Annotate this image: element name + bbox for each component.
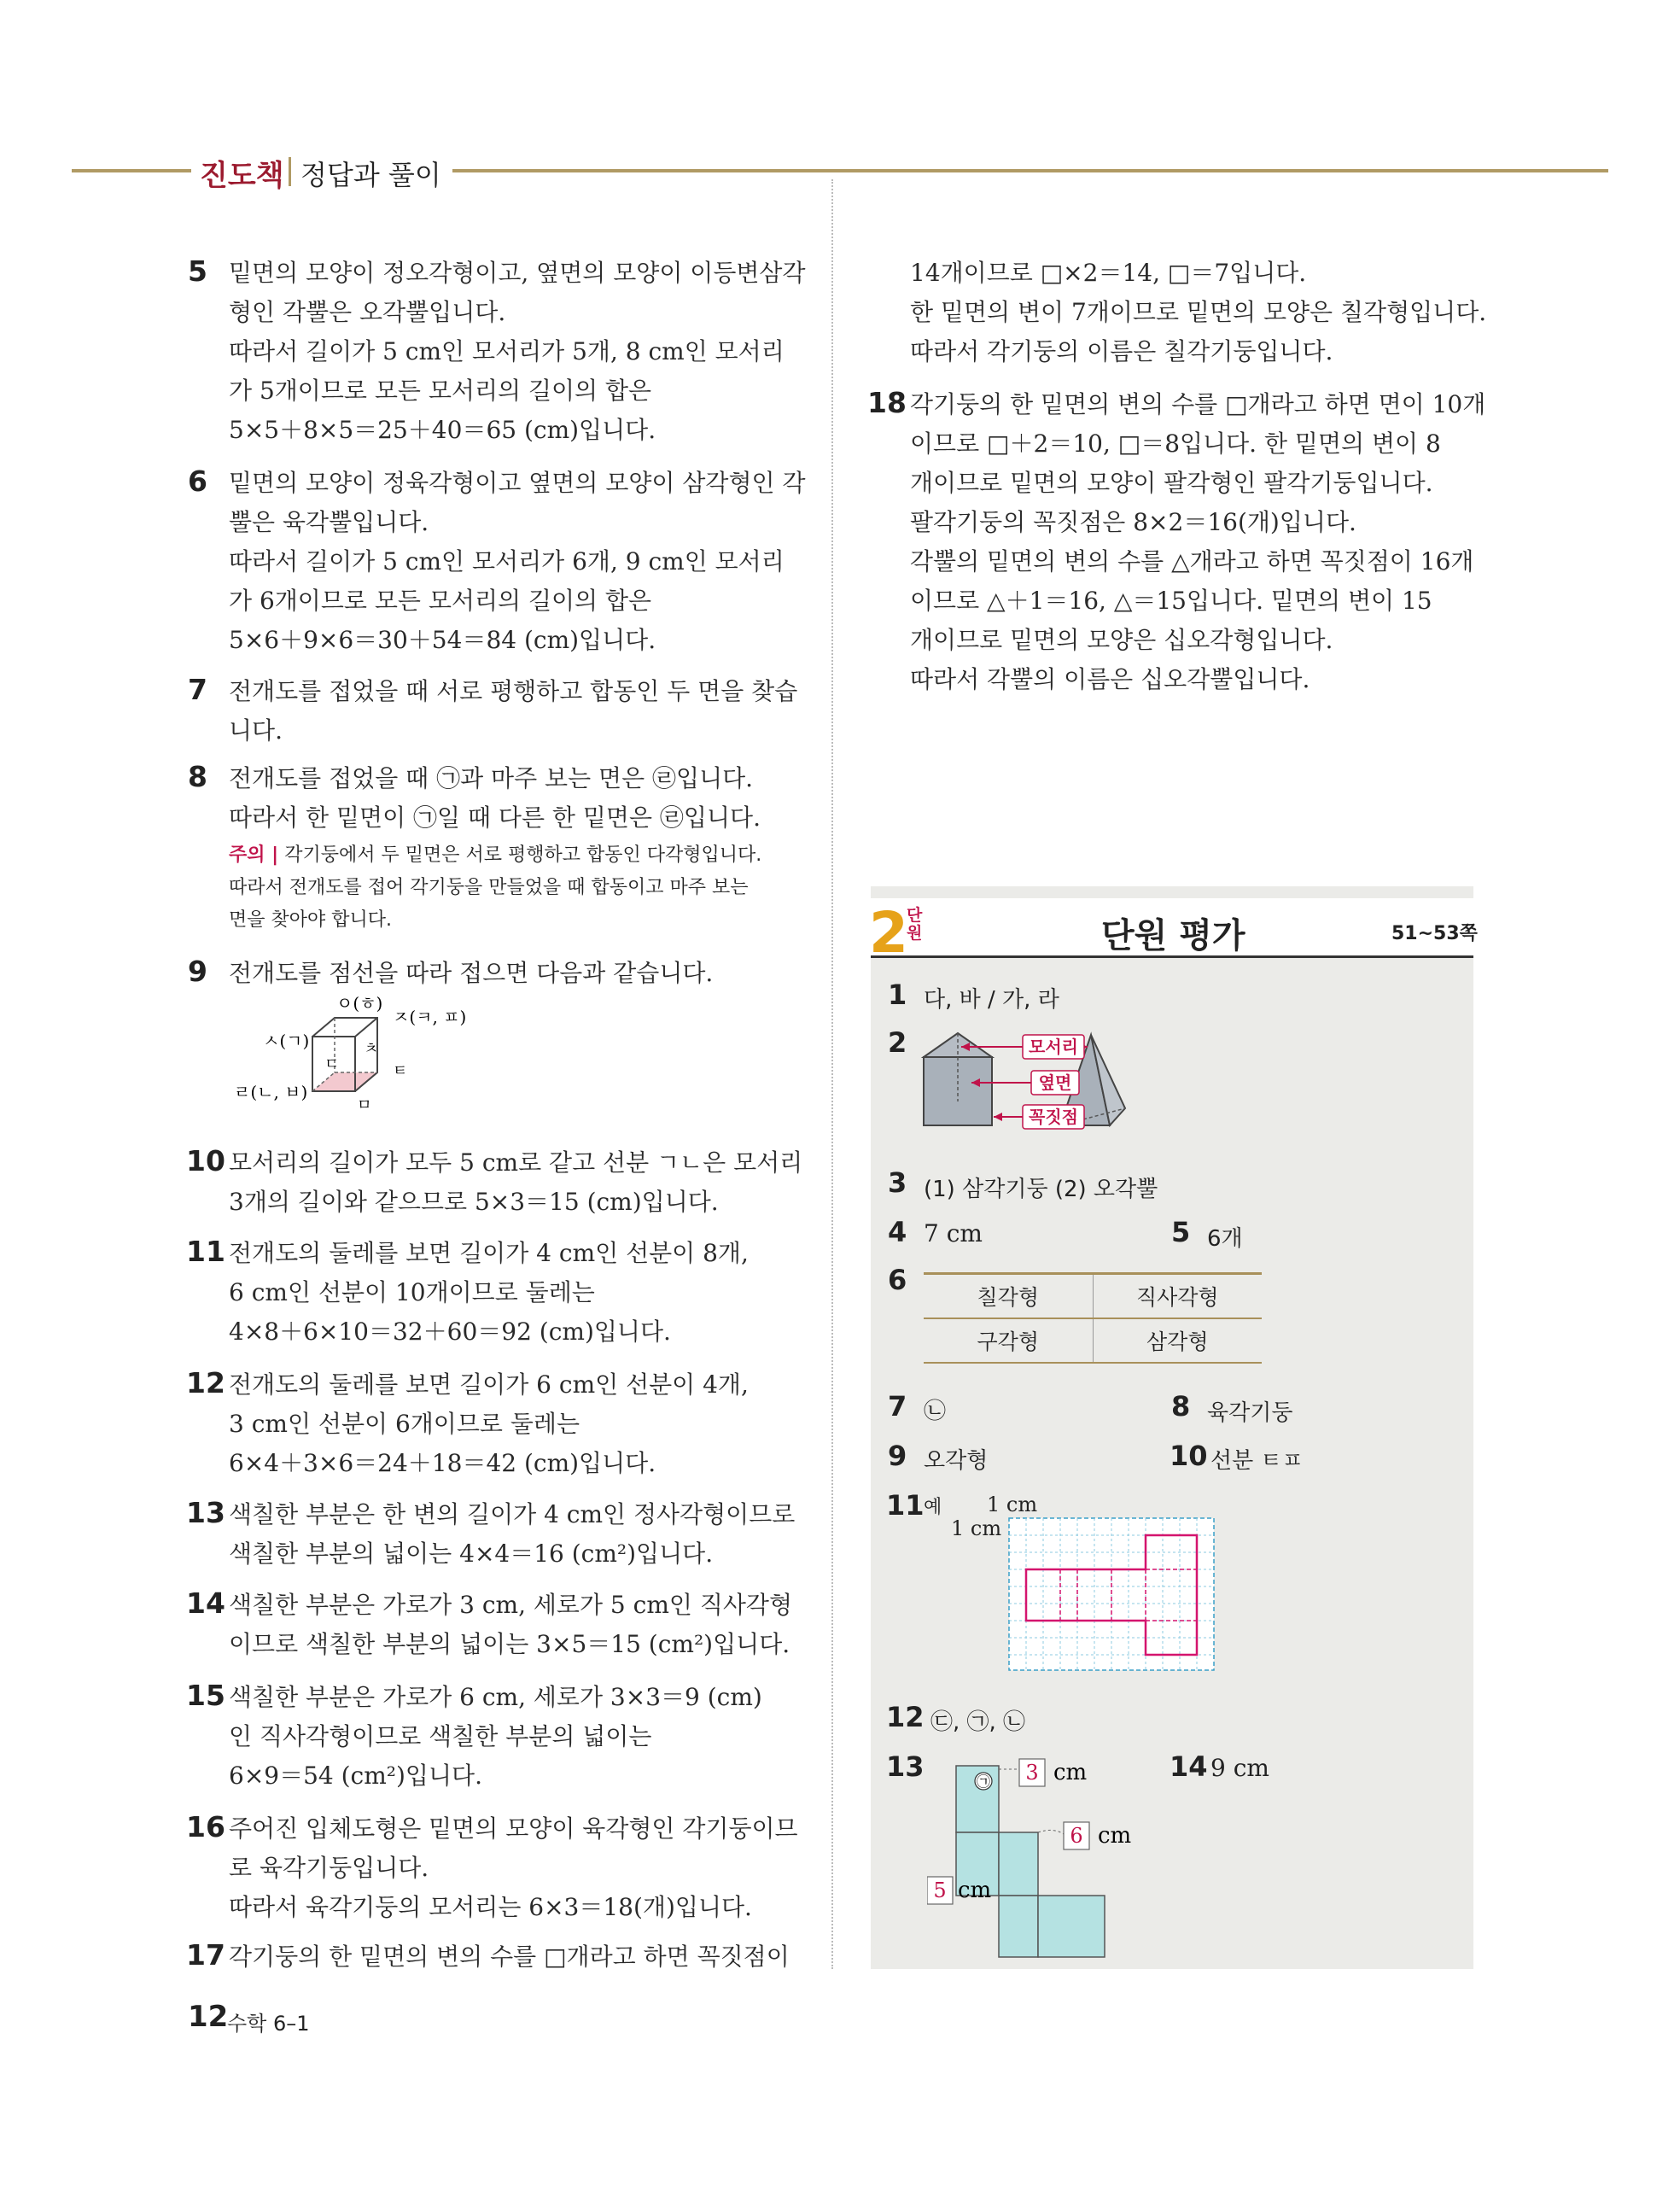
example-mark: 예 [924, 1497, 942, 1518]
text-line: 밑면의 모양이 정오각형이고, 옆면의 모양이 이등변삼각 [229, 259, 806, 287]
answer-number: 5 [1171, 1216, 1191, 1248]
answer-text: (1) 삼각기둥 (2) 오각뿔 [924, 1177, 1158, 1202]
note-line: 따라서 전개도를 접어 각기둥을 만들었을 때 합동이고 마주 보는 [229, 877, 749, 898]
column-divider [831, 179, 833, 1969]
problem-number: 12 [186, 1366, 225, 1399]
note-line [229, 840, 761, 867]
vertex-label: ㅇ(ㅎ) [336, 993, 383, 1014]
grid-unit-label: 1 cm [987, 1493, 1038, 1516]
answer-number: 12 [886, 1701, 925, 1733]
text-line: 따라서 길이가 5 cm인 모서리가 5개, 8 cm인 모서리 [229, 337, 785, 365]
grid-unit-label: 1 cm [951, 1516, 1002, 1540]
text-line: 14개이므로 □×2＝14, □＝7입니다. [910, 259, 1307, 287]
answer-number: 14 [1170, 1750, 1208, 1783]
text-line: 니다. [229, 716, 283, 745]
problem-number: 7 [188, 673, 207, 706]
text-line: 뿔은 육각뿔입니다. [229, 508, 429, 536]
header-rule-left [72, 169, 191, 172]
answer-number: 4 [888, 1216, 907, 1248]
vertex-label: ㅁ [357, 1096, 372, 1114]
answer-value: 3 [1025, 1761, 1039, 1785]
answer-number: 11 [886, 1489, 925, 1522]
text-line: 각뿔의 밑면의 변의 수를 △개라고 하면 꼭짓점이 16개 [910, 547, 1474, 576]
text-line: 색칠한 부분은 가로가 3 cm, 세로가 5 cm인 직사각형 [229, 1591, 793, 1619]
text-line: 3 cm인 선분이 6개이므로 둘레는 [229, 1410, 580, 1438]
text-line: 전개도를 점선을 따라 접으면 다음과 같습니다. [229, 959, 714, 987]
header-rule-right [452, 169, 1608, 172]
text-line: 따라서 각뿔의 이름은 십오각뿔입니다. [910, 665, 1310, 693]
net-figure [927, 1750, 1149, 1964]
text-line: 전개도를 접었을 때 ㉠과 마주 보는 면은 ㉣입니다. [229, 764, 754, 792]
problem-number: 17 [186, 1938, 225, 1972]
unit-label: cm [1053, 1760, 1088, 1785]
answer-number: 9 [888, 1440, 907, 1472]
answer-text: 선분 ㅌㅍ [1210, 1448, 1304, 1474]
problem-number: 11 [186, 1235, 225, 1268]
note-tag: 주의 | [229, 844, 279, 866]
table-row [924, 1318, 1262, 1363]
face-label: ㉠ [976, 1773, 991, 1790]
page-number: 12 [188, 2000, 229, 2034]
unit-dan-label: 단원 [907, 906, 923, 943]
text-line: 전개도를 접었을 때 서로 평행하고 합동인 두 면을 찾습 [229, 677, 798, 705]
text-line: 팔각기둥의 꼭짓점은 8×2＝16(개)입니다. [910, 508, 1356, 536]
unit-label: cm [958, 1878, 992, 1903]
text-line: 6×9＝54 (cm²)입니다. [229, 1762, 482, 1790]
problem-number: 9 [188, 955, 207, 988]
answer-number: 1 [888, 979, 907, 1011]
unit-number: 2 [869, 900, 908, 966]
text-line: 따라서 육각기둥의 모서리는 6×3＝18(개)입니다. [229, 1893, 752, 1921]
answer-text: ㉡ [924, 1399, 947, 1424]
text-line: 전개도의 둘레를 보면 길이가 4 cm인 선분이 8개, [229, 1239, 749, 1267]
answer-text: ㉢, ㉠, ㉡ [930, 1709, 1026, 1735]
text-line: 형인 각뿔은 오각뿔입니다. [229, 298, 506, 326]
text-line: 밑면의 모양이 정육각형이고 옆면의 모양이 삼각형인 각 [229, 469, 806, 497]
vertex-label: ㅌ [393, 1062, 408, 1080]
prism-figure [230, 990, 504, 1119]
text-line: 개이므로 밑면의 모양이 팔각형인 팔각기둥입니다. [910, 469, 1433, 497]
tag-label: 모서리 [1029, 1037, 1078, 1057]
tag-label: 옆면 [1038, 1072, 1072, 1093]
text-line: 색칠한 부분은 한 변의 길이가 4 cm인 정사각형이므로 [229, 1500, 796, 1528]
text-line: 따라서 한 밑면이 ㉠일 때 다른 한 밑면은 ㉣입니다. [229, 803, 761, 832]
text-line: 한 밑면의 변이 7개이므로 밑면의 모양은 칠각형입니다. [910, 298, 1487, 326]
text-line: 이므로 색칠한 부분의 넓이는 3×5＝15 (cm²)입니다. [229, 1630, 790, 1658]
vertex-label: ㄹ(ㄴ, ㅂ) [234, 1082, 308, 1102]
polygon-table [924, 1272, 1262, 1364]
table-row [924, 1274, 1262, 1319]
text-line: 4×8＋6×10＝32＋60＝92 (cm)입니다. [229, 1318, 671, 1346]
vertex-label: ㅈ(ㅋ, ㅍ) [393, 1007, 467, 1027]
text-line: 6 cm인 선분이 10개이므로 둘레는 [229, 1278, 595, 1306]
text-line: 3개의 길이와 같으므로 5×3＝15 (cm)입니다. [229, 1188, 719, 1216]
text-line: 주어진 입체도형은 밑면의 모양이 육각형인 각기둥이므 [229, 1814, 798, 1843]
text-line: 5×6＋9×6＝30＋54＝84 (cm)입니다. [229, 626, 656, 654]
answer-text: 오각형 [924, 1448, 989, 1474]
vertex-label: ㄷ [324, 1055, 340, 1073]
text-line: 로 육각기둥입니다. [229, 1854, 429, 1882]
answer-number: 8 [1171, 1390, 1191, 1423]
problem-number: 16 [186, 1810, 225, 1843]
vertex-label: ㅊ [364, 1040, 379, 1058]
answer-number: 10 [1170, 1440, 1208, 1472]
text-line: 전개도의 둘레를 보면 길이가 6 cm인 선분이 4개, [229, 1370, 749, 1399]
text-line: 모서리의 길이가 모두 5 cm로 같고 선분 ㄱㄴ은 모서리 [229, 1148, 803, 1177]
problem-number: 18 [867, 386, 907, 419]
text-line: 색칠한 부분은 가로가 6 cm, 세로가 3×3＝9 (cm) [229, 1683, 762, 1711]
answer-text: 9 cm [1210, 1754, 1269, 1782]
answer-value: 6 [1070, 1824, 1083, 1848]
answer-text: 7 cm [924, 1219, 983, 1247]
table-cell: 삼각형 [1093, 1318, 1262, 1363]
book-title: 수학 6–1 [227, 2012, 310, 2036]
problem-number: 6 [188, 464, 207, 498]
net-grid-figure [1007, 1516, 1217, 1674]
answer-number: 3 [888, 1166, 907, 1199]
answer-number: 7 [888, 1390, 907, 1423]
answer-number: 2 [888, 1026, 907, 1059]
text-line: 개이므로 밑면의 모양은 십오각형입니다. [910, 626, 1333, 654]
vertex-label: ㅅ(ㄱ) [263, 1031, 310, 1051]
header-divider [289, 157, 291, 186]
note-line: 면을 찾아야 합니다. [229, 909, 392, 931]
text-line: 인 직사각형이므로 색칠한 부분의 넓이는 [229, 1722, 652, 1750]
header-subtitle: 정답과 풀이 [300, 159, 441, 191]
text-line: 각기둥의 한 밑면의 변의 수를 □개라고 하면 꼭짓점이 [229, 1943, 790, 1971]
table-cell: 직사각형 [1093, 1274, 1262, 1319]
unit-pages: 51~53쪽 [1391, 923, 1478, 944]
answer-text: 육각기둥 [1207, 1400, 1293, 1426]
answer-text: 6개 [1207, 1226, 1243, 1252]
table-cell: 구각형 [924, 1318, 1093, 1363]
unit-label: cm [1098, 1823, 1132, 1849]
problem-number: 15 [186, 1679, 225, 1712]
answer-number: 13 [886, 1750, 925, 1783]
problem-number: 13 [186, 1496, 225, 1529]
problem-number: 14 [186, 1586, 225, 1620]
text-line: 5×5＋8×5＝25＋40＝65 (cm)입니다. [229, 416, 656, 444]
problem-number: 5 [188, 254, 207, 288]
prism-pyramid-figure [920, 1025, 1210, 1136]
answer-text: 다, 바 / 가, 라 [924, 987, 1059, 1013]
tag-label: 꼭짓점 [1029, 1107, 1078, 1127]
header-title: 진도책 [200, 159, 284, 193]
text-line: 따라서 길이가 5 cm인 모서리가 6개, 9 cm인 모서리 [229, 547, 785, 576]
text-line: 가 5개이므로 모든 모서리의 길이의 합은 [229, 377, 652, 405]
table-cell: 칠각형 [924, 1274, 1093, 1319]
text-line: 각기둥의 한 밑면의 변의 수를 □개라고 하면 면이 10개 [910, 390, 1486, 418]
text-line: 6×4＋3×6＝24＋18＝42 (cm)입니다. [229, 1449, 656, 1477]
problem-number: 8 [188, 760, 207, 793]
text-line: 색칠한 부분의 넓이는 4×4＝16 (cm²)입니다. [229, 1540, 714, 1568]
note-text: 각기둥에서 두 밑면은 서로 평행하고 합동인 다각형입니다. [284, 844, 762, 866]
answer-value: 5 [933, 1878, 947, 1902]
problem-number: 10 [186, 1144, 225, 1177]
answer-number: 6 [888, 1264, 907, 1296]
text-line: 이므로 △＋1＝16, △＝15입니다. 밑면의 변이 15 [910, 587, 1432, 615]
text-line: 이므로 □＋2＝10, □＝8입니다. 한 밑면의 변이 8 [910, 429, 1441, 458]
text-line: 따라서 각기둥의 이름은 칠각기둥입니다. [910, 337, 1333, 365]
text-line: 가 6개이므로 모든 모서리의 길이의 합은 [229, 587, 652, 615]
unit-title: 단원 평가 [1101, 916, 1245, 955]
